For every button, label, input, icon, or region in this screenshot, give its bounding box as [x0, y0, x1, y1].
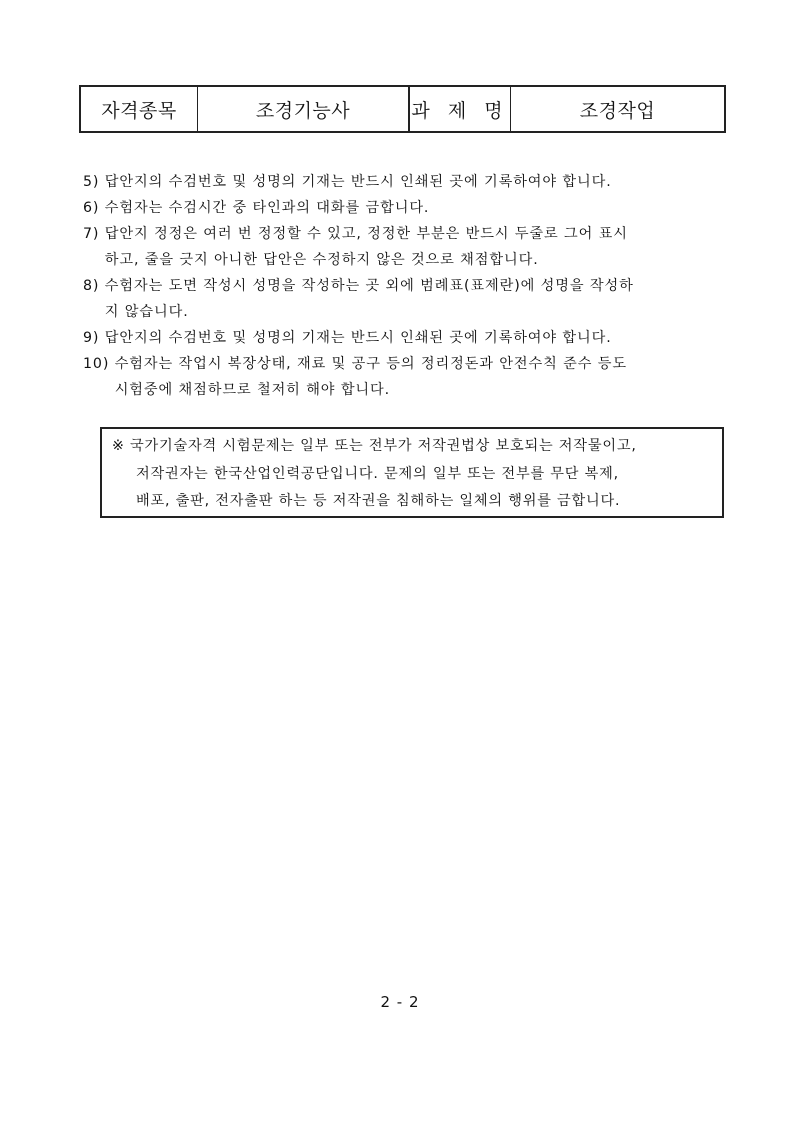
- instruction-text-continued: 시험중에 채점하므로 철저히 해야 합니다.: [114, 382, 391, 398]
- instruction-number: 8): [83, 278, 105, 294]
- page-number: 2 - 2: [380, 993, 420, 1011]
- instruction-text-continued: 지 않습니다.: [104, 304, 189, 320]
- instruction-number: 9): [83, 330, 105, 346]
- instruction-text: 답안지의 수검번호 및 성명의 기재는 반드시 인쇄된 곳에 기록하여야 합니다.: [104, 330, 612, 346]
- instruction-text: 수험자는 작업시 복장상태, 재료 및 공구 등의 정리정돈과 안전수칙 준수 등도: [114, 356, 627, 372]
- header-table: [79, 85, 726, 133]
- instruction-text: 답안지 정정은 여러 번 정정할 수 있고, 정정한 부분은 반드시 두줄로 그어 표시: [104, 226, 628, 242]
- instruction-item-6: [83, 195, 728, 221]
- instruction-item-9: [83, 325, 728, 351]
- instruction-text: 답안지의 수검번호 및 성명의 기재는 반드시 인쇄된 곳에 기록하여야 합니다.: [104, 174, 612, 190]
- task-name-value: 조경작업: [579, 99, 656, 122]
- instruction-number: 7): [83, 226, 105, 242]
- instruction-number: 6): [83, 200, 105, 216]
- copyright-notice-line-1: ※ 국가기술자격 시험문제는 일부 또는 전부가 저작권법상 보호되는 저작물이고,: [112, 438, 637, 454]
- instruction-item-7: [83, 221, 728, 273]
- qualification-value: 조경기능사: [198, 87, 410, 131]
- instruction-number: 5): [83, 174, 105, 190]
- instruction-item-10: [83, 351, 728, 403]
- instruction-text: 수험자는 도면 작성시 성명을 작성하는 곳 외에 범례표(표제란)에 성명을 작성하: [104, 278, 634, 294]
- instruction-number: 10): [83, 356, 115, 372]
- instruction-text-continued: 하고, 줄을 긋지 아니한 답안은 수정하지 않은 것으로 채점합니다.: [104, 252, 539, 268]
- task-name-label: 과 제 명: [410, 87, 511, 131]
- instruction-text: 수험자는 수검시간 중 타인과의 대화를 금합니다.: [104, 200, 430, 216]
- instruction-item-8: [83, 273, 728, 325]
- instructions-list: [83, 169, 728, 403]
- copyright-notice-line-3: 배포, 출판, 전자출판 하는 등 저작권을 침해하는 일체의 행위를 금합니다.: [136, 493, 621, 509]
- instruction-item-5: [83, 169, 728, 195]
- copyright-notice-line-2: 저작권자는 한국산업인력공단입니다. 문제의 일부 또는 전부를 무단 복제,: [136, 465, 619, 482]
- copyright-notice-box: [100, 427, 724, 518]
- qualification-label: 자격종목: [81, 87, 198, 131]
